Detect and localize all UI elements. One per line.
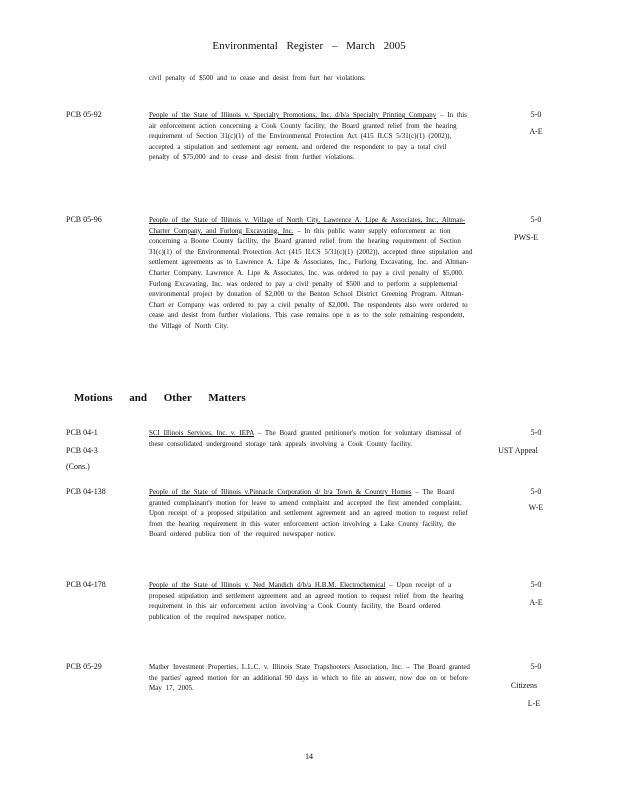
case-summary [149,110,469,163]
case-description: – In this public water supply enforcement ac tion concerning a Boone County facility, the Board granted relief from the hearing requirement of Section 31(c)(1) of the Environmental Protection Act (415 ILCS 5/31(c)(1) (2002)), accepted three stipulation and settlement agreements as to Lawrence A. Lipe & Associates, Inc., Furlong Excavating, Inc. and Altman-Charter Company. Lawrence A. Lipe & Associates, Inc. was ordered to pay a civil penalty of $5,000. Furlong Excavating, Inc. was ordered to pay a civil penalty of $500 and to perform a supplemental environmental project by donation of $2,000 to the Benton School District Greening Program. Altman-Chart er Company was ordered to pay a civil penalty of $2,000. The respondents also were ordered to cease and desist from further violations. This case remains ope n as to the sole remaining respondent, the Village of North City. [149,226,473,330]
case-caption-link[interactable]: SCI Illinois Services, Inc. v. IEPA [149,429,254,437]
case-type-code: A-E [529,598,543,607]
case-type-code: Citizens [510,681,538,690]
case-number: PCB 05-29 [66,662,102,671]
vote-count: 5-0 [530,110,542,119]
case-summary [149,662,471,694]
case-caption-link[interactable]: People of the State of Illinois v.Pinnacle Corporation d/ b/a Town & Country Homes [149,488,412,496]
case-summary [149,580,469,622]
case-consolidated-note: (Cons.) [66,462,90,471]
case-type-code: UST Appeal [498,446,538,455]
case-number: PCB 05-92 [66,110,102,119]
case-summary [149,487,471,540]
case-type-code: W-E [528,503,544,512]
case-description: Mather Investment Properties, L.L.C. v. Illinois State Trapshooters Association, Inc. – The Board granted the parties' agreed motion for an additional 90 days in which to file an answer, now due on or before May 17, 2005. [149,663,470,693]
vote-count: 5-0 [530,428,542,437]
vote-count: 5-0 [530,215,542,224]
vote-count: 5-0 [530,662,542,671]
case-type-code: PWS-E [514,233,538,242]
case-summary [149,215,473,332]
vote-count: 5-0 [530,487,542,496]
case-description: – In this air enforcement action concerning a Cook County facility, the Board granted relief from the hearing requirement of Section 31(c)(1) of the Environmental Protection Act (415 ILCS 5/31(c)(1) (2002)), accepted a stipulation and settlement agr eement, and ordered the respondent to pay a total civil penalty of $75,000 and to cease and desist from further violations. [149,111,467,162]
case-caption-link[interactable]: People of the State of Illinois v. Specialty Promotions, Inc. d/b/a Specialty Printing Company [149,111,437,119]
page-header: Environmental Register – March 2005 [212,40,406,52]
case-number: PCB 04-1 [66,428,98,437]
case-number: PCB 05-96 [66,215,102,224]
case-caption-link[interactable]: People of the State of Illinois v. Ned Mandich d/b/a H.B.M. Electrochemical [149,581,386,589]
vote-count: 5-0 [530,580,542,589]
page-number: 14 [305,752,313,761]
case-summary [149,428,469,449]
case-description: – Upon receipt of a proposed stipulation and settlement agreement and an agreed motion to request relief from the hearing requirement in this air enforcement action involving a Cook County facility, the Board ordered publication of the required newspaper notice. [149,581,464,621]
case-number-2: PCB 04-3 [66,446,98,455]
continued-text: civil penalty of $500 and to cease and desist from furt her violations. [149,74,366,82]
case-description: – The Board granted petitioner's motion for voluntary dismissal of these consolidated underground storage tank appeals involving a Cook County facility. [149,429,462,448]
case-type-code-2: L-E [527,699,541,708]
case-type-code: A-E [529,127,543,136]
case-description: – The Board granted complainant's motion for leave to amend complaint and accepted the first amended complaint. Upon receipt of a proposed stipulation and settlement agreement and an agreed motion to request relief from the hearing requirement in this water enforcement action involving a Lake County facility, the Board ordered publica tion of the required newspaper notice. [149,488,468,539]
case-number: PCB 04-178 [66,580,106,589]
case-caption-link[interactable]: People of the State of Illinois v. Village of North City, Lawrence A. Lipe & Associates, Inc., Altman-Charter Company, and Furlong Excavating, Inc. [149,216,466,235]
case-number: PCB 04-138 [66,487,106,496]
section-heading: Motions and Other Matters [74,392,246,404]
